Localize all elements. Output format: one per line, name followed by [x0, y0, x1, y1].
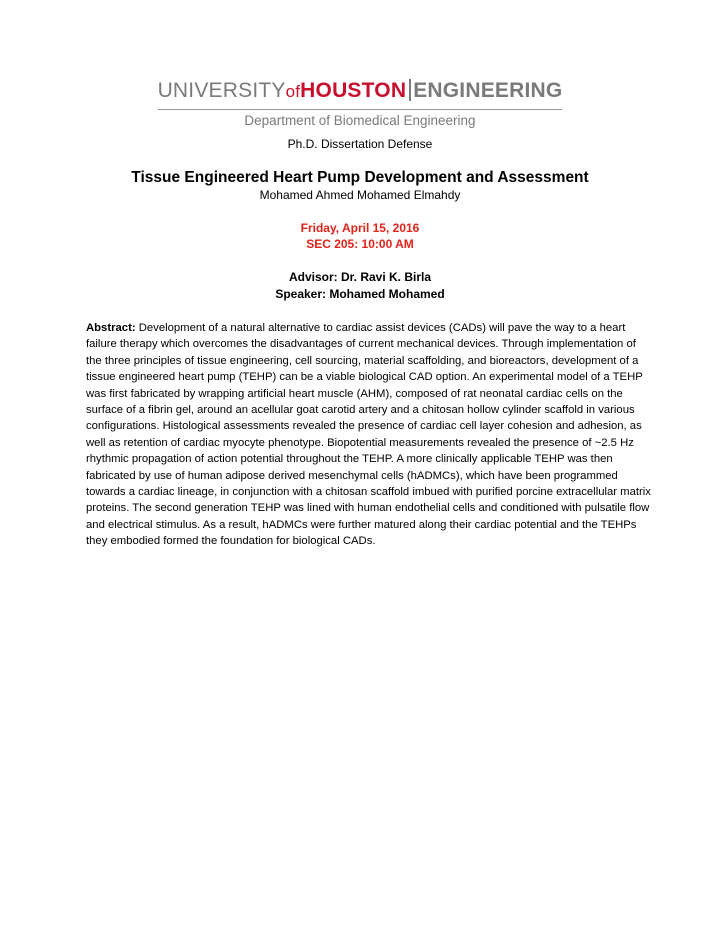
advisor: Advisor: Dr. Ravi K. Birla — [288, 270, 432, 284]
logo-divider — [158, 109, 563, 111]
abstract-paragraph — [86, 320, 654, 550]
university-logo — [0, 78, 720, 129]
abstract-text: Development of a natural alternative to cardiac assist devices (CADs) will pave the way to a heart failure therapy which overcomes the disadvantages of current mechanical devices. Through implementation of the three principles of tissue engineering, cell sourcing, material scaffolding, and bioreactors, development of a tissue engineered heart pump (TEHP) can be a viable biological CAD option. An experimental model of a TEHP was first fabricated by wrapping artificial heart muscle (AHM), composed of rat neonatal cardiac cells on the surface of a fibrin gel, around an acellular goat carotid artery and a chitosan hollow cylinder scaffold in various configurations. Histological assessments revealed the presence of cardiac cell layer cohesion and adhesion, as well as retention of cardiac myocyte phenotype. Biopotential measurements revealed the presence of ~2.5 Hz rhythmic propagation of action potential throughout the TEHP. A more clinically applicable TEHP was then fabricated by use of human adipose derived mesenchymal cells (hADMCs), which have been programmed towards a cardiac lineage, in conjunction with a chitosan scaffold imbued with purified porcine extracellular matrix proteins. The second generation TEHP was lined with human endothelial cells and conditioned with pulsatile flow and electrical stimulus. As a result, hADMCs were further matured along their cardiac potential and the TEHPs they embodied formed the foundation for biological CADs. — [86, 322, 651, 548]
logo-of-text: of — [285, 82, 301, 101]
event-time-location: SEC 205: 10:00 AM — [306, 237, 414, 251]
author-name: Mohamed Ahmed Mohamed Elmahdy — [259, 188, 461, 202]
logo-department-text: Department of Biomedical Engineering — [244, 113, 476, 128]
logo-separator — [409, 79, 411, 101]
dissertation-title: Tissue Engineered Heart Pump Development and Assessment — [131, 169, 589, 186]
logo-wordmark — [158, 78, 563, 111]
logo-houston-text: HOUSTON — [300, 79, 407, 102]
logo-engineering-text: ENGINEERING — [413, 79, 563, 102]
event-type: Ph.D. Dissertation Defense — [287, 137, 433, 151]
logo-university-text: UNIVERSITY — [157, 79, 286, 102]
speaker: Speaker: Mohamed Mohamed — [275, 287, 445, 301]
event-date: Friday, April 15, 2016 — [300, 221, 420, 235]
abstract-label: Abstract: — [86, 322, 136, 334]
